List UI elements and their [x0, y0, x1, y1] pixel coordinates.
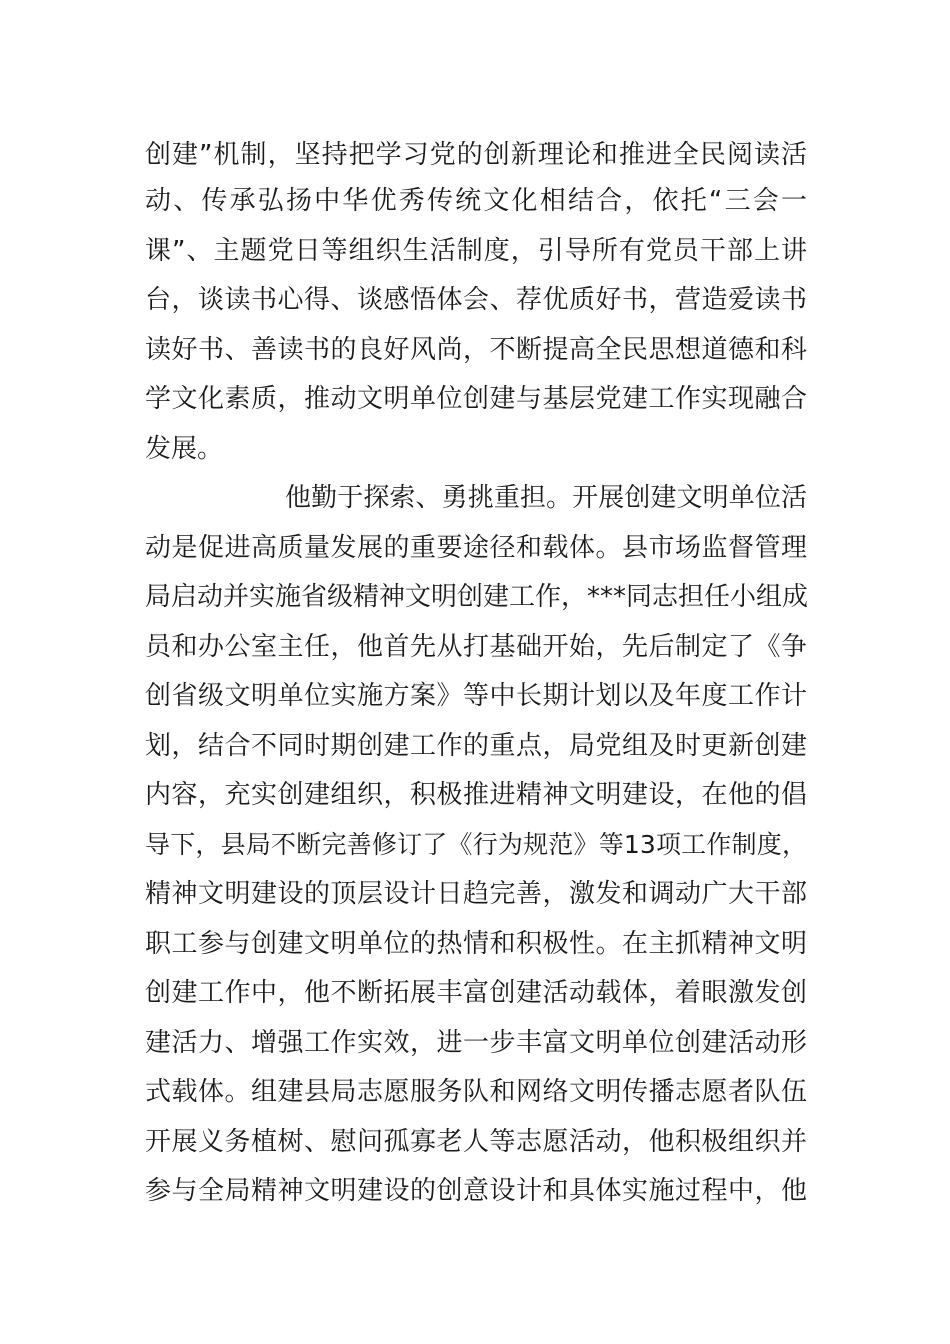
text-line: 局启动并实施省级精神文明创建工作，***同志担任小组成: [145, 582, 809, 612]
text-line: 创建工作中，他不断拓展丰富创建活动载体，着眼激发创: [145, 978, 807, 1008]
text-line: 台，谈读书心得、谈感悟体会、荐优质好书，营造爱读书: [145, 285, 807, 315]
text-line: 建活力、增强工作实效，进一步丰富文明单位创建活动形: [145, 1028, 807, 1058]
text-line: 课”、主题党日等组织生活制度，引导所有党员干部上讲: [145, 236, 807, 266]
text-line: 参与全局精神文明建设的创意设计和具体实施过程中，他: [145, 1176, 807, 1206]
text-line: 导下，县局不断完善修订了《行为规范》等13项工作制度，: [145, 830, 807, 859]
text-line: 发展。: [145, 434, 224, 464]
text-line: 内容，充实创建组织，积极推进精神文明建设，在他的倡: [145, 780, 807, 810]
text-line: 创建”机制，坚持把学习党的创新理论和推进全民阅读活: [145, 140, 807, 170]
text-line: 开展义务植树、慰问孤寡老人等志愿活动，他积极组织并: [145, 1127, 807, 1157]
paragraph-first-line: 他勤于探索、勇挑重担。开展创建文明单位活: [285, 483, 807, 513]
text-line: 读好书、善读书的良好风尚，不断提高全民思想道德和科: [145, 335, 807, 365]
text-line: 式载体。组建县局志愿服务队和网络文明传播志愿者队伍: [145, 1077, 807, 1107]
text-line: 动是促进高质量发展的重要途径和载体。县市场监督管理: [145, 533, 807, 563]
text-line: 学文化素质，推动文明单位创建与基层党建工作实现融合: [145, 384, 807, 414]
text-line: 创省级文明单位实施方案》等中长期计划以及年度工作计: [145, 681, 807, 711]
text-line: 划，结合不同时期创建工作的重点，局党组及时更新创建: [145, 731, 807, 761]
text-line: 职工参与创建文明单位的热情和积极性。在主抓精神文明: [145, 929, 807, 959]
text-line: 精神文明建设的顶层设计日趋完善，激发和调动广大干部: [145, 879, 807, 909]
text-line: 员和办公室主任，他首先从打基础开始，先后制定了《争: [145, 632, 807, 662]
text-line: 动、传承弘扬中华优秀传统文化相结合，依托“三会一: [145, 186, 807, 216]
